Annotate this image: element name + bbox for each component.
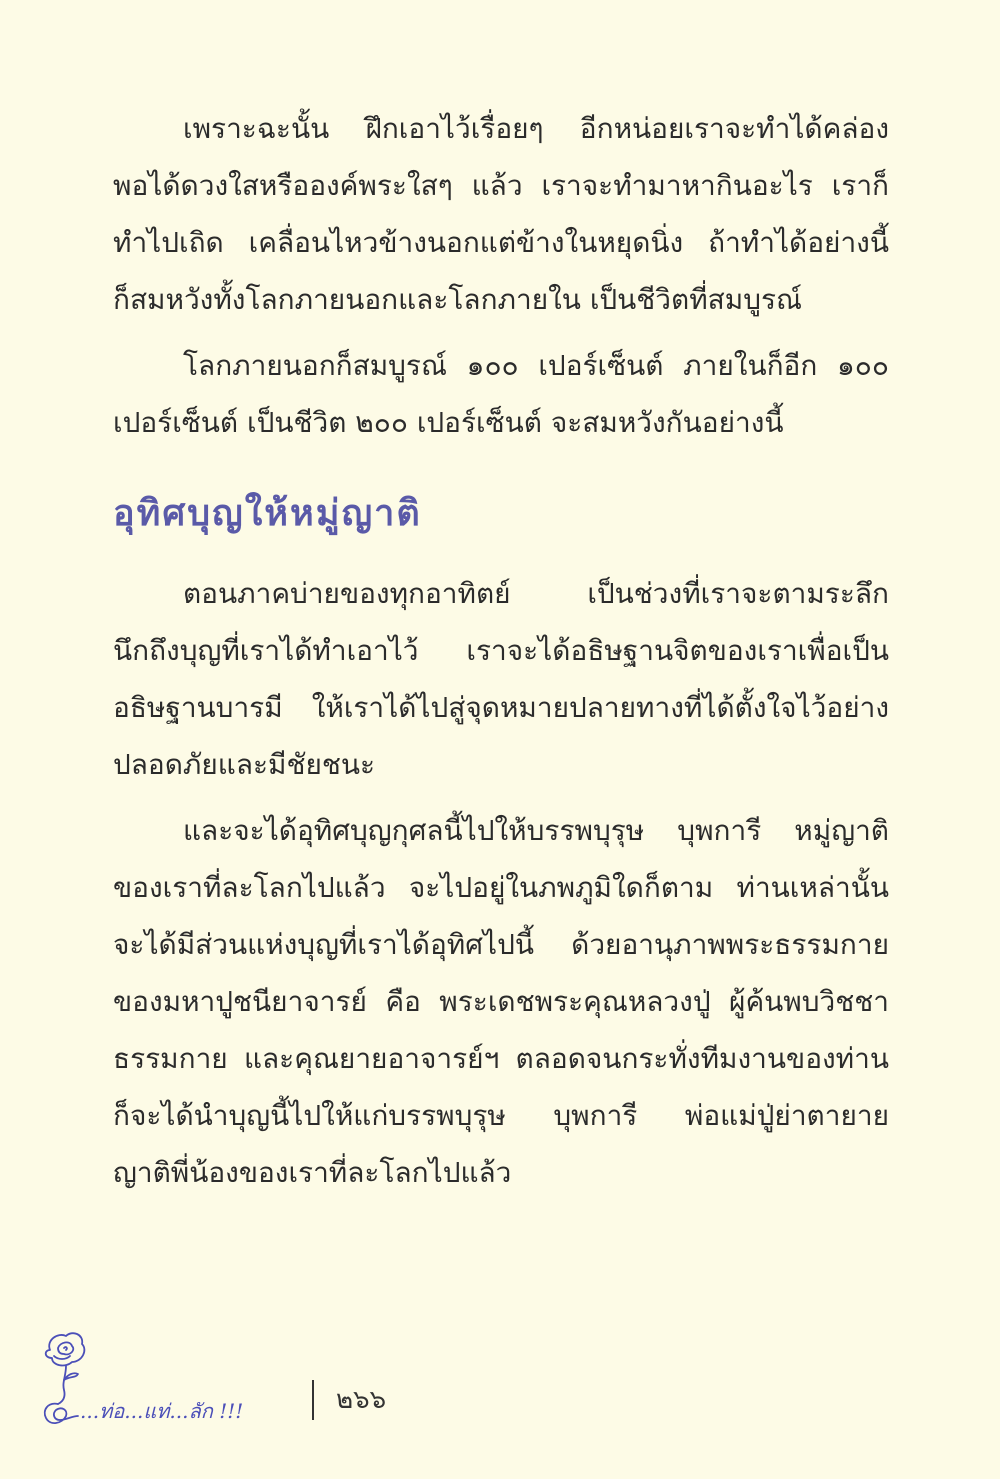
paragraph-2 bbox=[113, 337, 889, 451]
footer-divider bbox=[312, 1380, 314, 1420]
paragraph-4 bbox=[113, 802, 889, 1201]
paragraph-gap bbox=[113, 328, 889, 337]
page-footer bbox=[36, 1328, 456, 1438]
text-line: ตอนภาคบ่ายของทุกอาทิตย์ เป็นช่วงที่เราจะตามระลึก bbox=[183, 577, 889, 610]
paragraph-1 bbox=[113, 100, 889, 328]
text-line: ของมหาปูชนียาจารย์ คือ พระเดชพระคุณหลวงปู่ ผู้ค้นพบวิชชา bbox=[113, 985, 889, 1018]
text-line: ก็สมหวังทั้งโลกภายนอกและโลกภายใน เป็นชีวิตที่สมบูรณ์ bbox=[113, 283, 803, 316]
text-line: เปอร์เซ็นต์ เป็นชีวิต ๒๐๐ เปอร์เซ็นต์ จะสมหวังกันอย่างนี้ bbox=[113, 406, 784, 439]
text-line: โลกภายนอกก็สมบูรณ์ ๑๐๐ เปอร์เซ็นต์ ภายในก็อีก ๑๐๐ bbox=[183, 349, 889, 382]
text-line: ของเราที่ละโลกไปแล้ว จะไปอยู่ในภพภูมิใดก็ตาม ท่านเหล่านั้น bbox=[113, 871, 889, 904]
text-line: ก็จะได้นำบุญนี้ไปให้แก่บรรพบุรุษ บุพการี พ่อแม่ปู่ย่าตายาย bbox=[113, 1099, 889, 1132]
text-line: อธิษฐานบารมี ให้เราได้ไปสู่จุดหมายปลายทางที่ได้ตั้งใจไว้อย่าง bbox=[113, 691, 889, 724]
text-line: ธรรมกาย และคุณยายอาจารย์ฯ ตลอดจนกระทั่งทีมงานของท่าน bbox=[113, 1042, 889, 1075]
paragraph-gap bbox=[113, 793, 889, 802]
text-line: จะได้มีส่วนแห่งบุญที่เราได้อุทิศไปนี้ ด้วยอานุภาพพระธรรมกาย bbox=[113, 928, 889, 961]
section-heading: อุทิศบุญให้หมู่ญาติ bbox=[113, 493, 422, 534]
text-line: และจะได้อุทิศบุญกุศลนี้ไปให้บรรพบุรุษ บุพการี หมู่ญาติ bbox=[183, 814, 889, 847]
text-line: ปลอดภัยและมีชัยชนะ bbox=[113, 748, 376, 781]
text-line: เพราะฉะนั้น ฝึกเอาไว้เรื่อยๆ อีกหน่อยเราจะทำได้คล่อง bbox=[183, 112, 889, 145]
paragraph-3 bbox=[113, 565, 889, 793]
text-line: พอได้ดวงใสหรือองค์พระใสๆ แล้ว เราจะทำมาหากินอะไร เราก็ bbox=[113, 169, 889, 202]
text-line: ญาติพี่น้องของเราที่ละโลกไปแล้ว bbox=[113, 1156, 512, 1189]
text-line: ทำไปเถิด เคลื่อนไหวข้างนอกแต่ข้างในหยุดนิ่ง ถ้าทำได้อย่างนี้ bbox=[113, 226, 889, 259]
page-number: ๒๖๖ bbox=[336, 1385, 387, 1415]
text-line: นึกถึงบุญที่เราได้ทำเอาไว้ เราจะได้อธิษฐานจิตของเราเพื่อเป็น bbox=[113, 634, 889, 667]
page-content bbox=[113, 100, 889, 1201]
svg-text:...ท่อ...แท่...ลัก !!!: ...ท่อ...แท่...ลัก !!! bbox=[80, 1399, 244, 1423]
rose-icon bbox=[36, 1328, 326, 1438]
